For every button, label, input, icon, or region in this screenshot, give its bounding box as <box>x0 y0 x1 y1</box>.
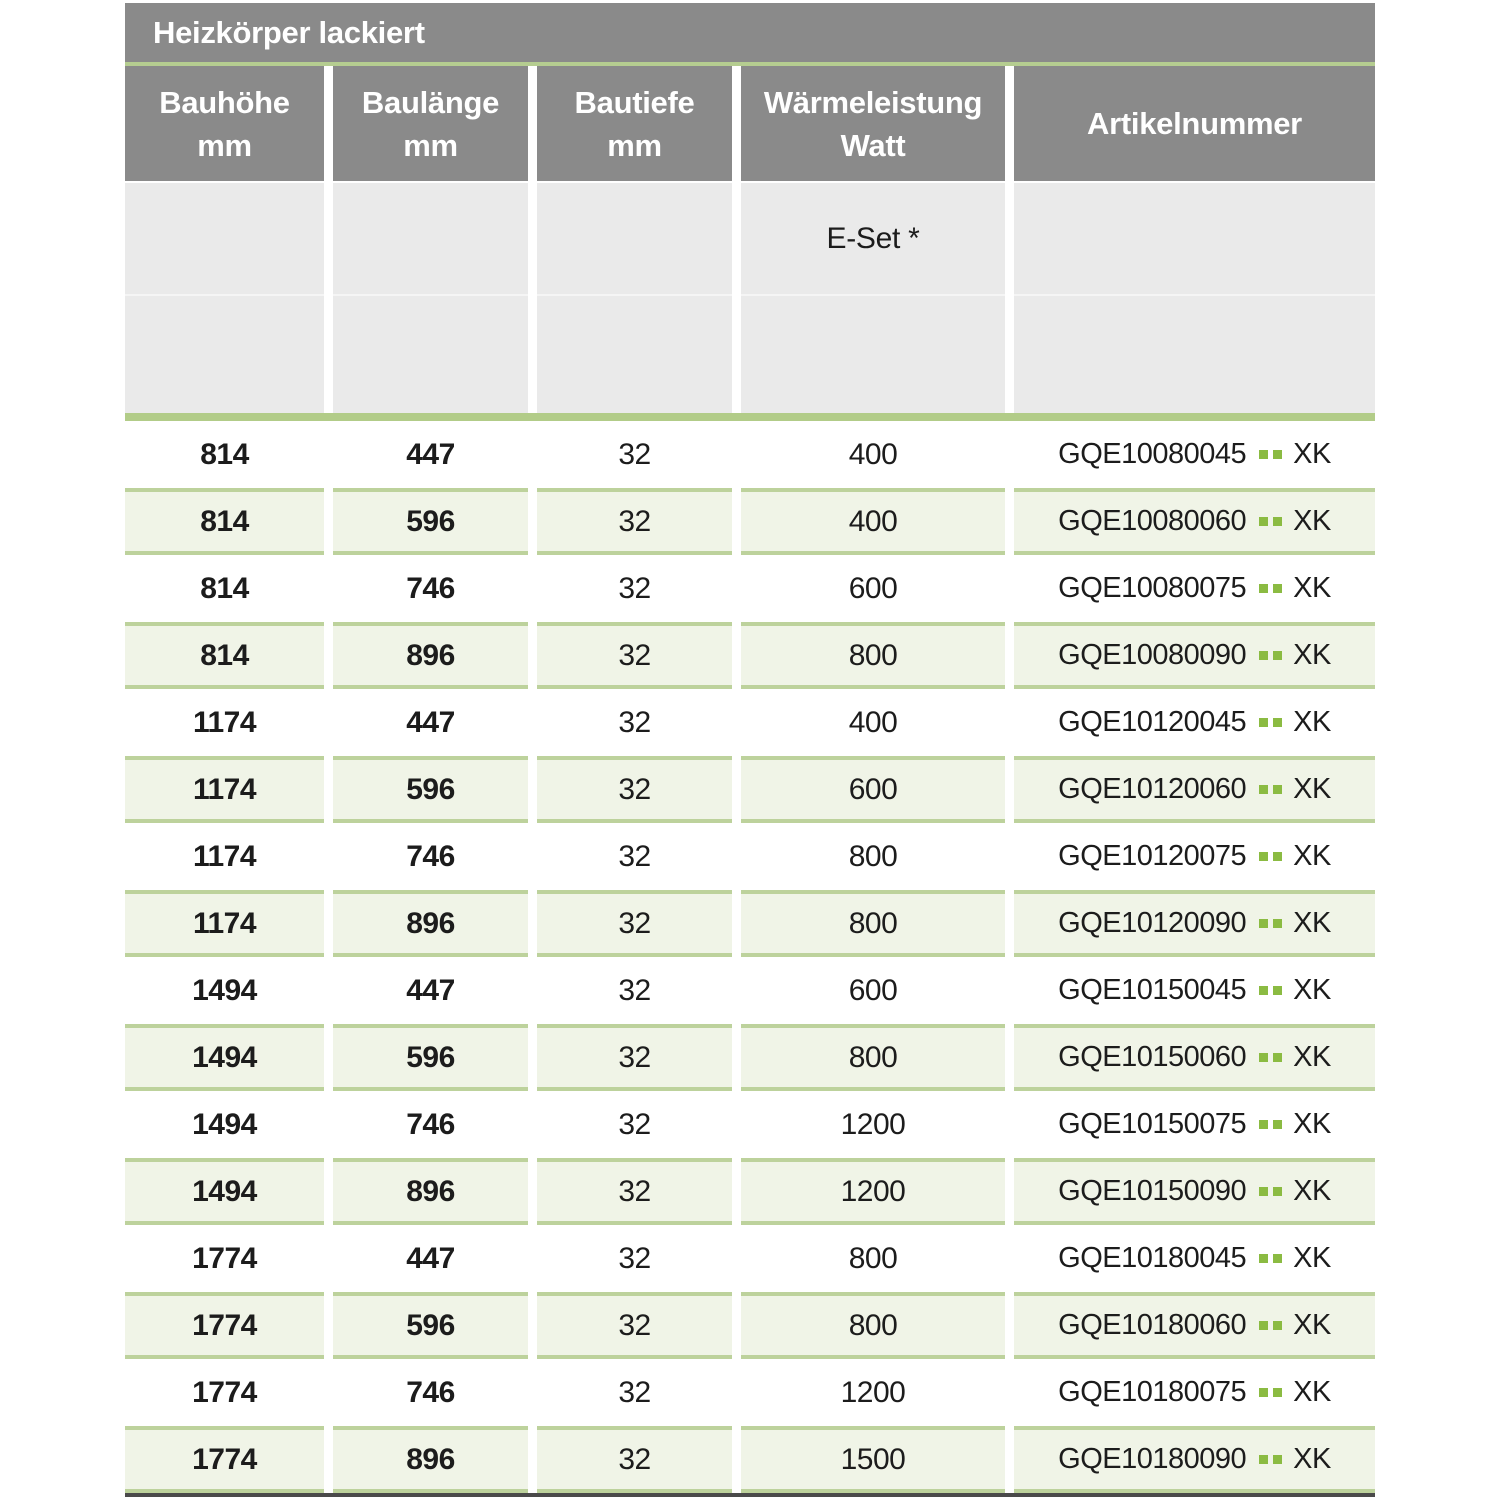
column-header-bautiefe <box>537 66 732 181</box>
artikel-code: GQE10080075 <box>1058 572 1247 604</box>
artikel-code: GQE10180090 <box>1058 1443 1247 1475</box>
cell-watt: 600 <box>741 555 1005 622</box>
eset-label: E-Set * <box>826 221 920 255</box>
cell-watt: 400 <box>741 689 1005 756</box>
cell-baulaenge: 447 <box>333 689 528 756</box>
green-dot <box>1259 1053 1268 1062</box>
cell-baulaenge: 746 <box>333 1359 528 1426</box>
green-dot <box>1273 986 1282 995</box>
column-header-unit: mm <box>607 127 662 163</box>
cell-bautiefe: 32 <box>537 1024 732 1091</box>
green-dot <box>1273 517 1282 526</box>
cell-bauhoehe: 1174 <box>125 823 324 890</box>
subheader-cell-eset <box>741 183 1005 296</box>
subheader-row-eset <box>125 183 1375 296</box>
artikel-code: GQE10080060 <box>1058 505 1247 537</box>
cell-baulaenge: 896 <box>333 890 528 957</box>
table-row <box>125 1359 1375 1426</box>
subheader-cell <box>1014 183 1375 296</box>
column-header-artikelnummer <box>1014 66 1375 181</box>
artikel-code: GQE10080090 <box>1058 639 1247 671</box>
table-row <box>125 1426 1375 1493</box>
artikel-suffix: XK <box>1293 1108 1331 1140</box>
table-row <box>125 421 1375 488</box>
artikel-code: GQE10150060 <box>1058 1041 1247 1073</box>
cell-artikelnummer <box>1014 488 1375 555</box>
cell-artikelnummer <box>1014 1091 1375 1158</box>
green-dot <box>1259 517 1268 526</box>
green-dot <box>1259 1388 1268 1397</box>
cell-watt: 1200 <box>741 1359 1005 1426</box>
green-dot <box>1259 450 1268 459</box>
artikel-suffix: XK <box>1293 1376 1331 1408</box>
cell-artikelnummer <box>1014 756 1375 823</box>
column-header-label: Artikelnummer <box>1087 106 1302 141</box>
artikel-suffix: XK <box>1293 840 1331 872</box>
column-header-label: Wärmeleistung <box>763 84 983 120</box>
cell-baulaenge: 447 <box>333 957 528 1024</box>
column-header-label: Bauhöhe <box>159 84 290 120</box>
column-header-unit: Watt <box>840 127 906 163</box>
cell-artikelnummer <box>1014 622 1375 689</box>
table-bottom-line <box>125 1493 1375 1497</box>
column-header-bauhoehe <box>125 66 324 181</box>
cell-bautiefe: 32 <box>537 1359 732 1426</box>
cell-bautiefe: 32 <box>537 689 732 756</box>
green-dot <box>1259 718 1268 727</box>
artikel-code: GQE10180075 <box>1058 1376 1247 1408</box>
table-row <box>125 622 1375 689</box>
cell-artikelnummer <box>1014 1359 1375 1426</box>
artikel-suffix: XK <box>1293 706 1331 738</box>
artikel-suffix: XK <box>1293 1041 1331 1073</box>
artikel-suffix: XK <box>1293 438 1331 470</box>
cell-artikelnummer <box>1014 890 1375 957</box>
artikel-suffix: XK <box>1293 1175 1331 1207</box>
table-row <box>125 890 1375 957</box>
cell-bauhoehe: 1174 <box>125 689 324 756</box>
cell-bautiefe: 32 <box>537 1091 732 1158</box>
cell-bautiefe: 32 <box>537 957 732 1024</box>
cell-bautiefe: 32 <box>537 555 732 622</box>
cell-bauhoehe: 1494 <box>125 957 324 1024</box>
subheader-cell <box>333 296 528 413</box>
table-row <box>125 957 1375 1024</box>
table-row <box>125 1158 1375 1225</box>
table-row <box>125 488 1375 555</box>
cell-baulaenge: 447 <box>333 421 528 488</box>
green-dot <box>1259 986 1268 995</box>
cell-bauhoehe: 1774 <box>125 1225 324 1292</box>
cell-bauhoehe: 814 <box>125 555 324 622</box>
cell-bauhoehe: 1774 <box>125 1359 324 1426</box>
artikel-suffix: XK <box>1293 1443 1331 1475</box>
green-dot <box>1273 1053 1282 1062</box>
artikel-code: GQE10150045 <box>1058 974 1247 1006</box>
subheader-row-empty <box>125 296 1375 413</box>
column-header-unit: mm <box>197 127 252 163</box>
cell-bautiefe: 32 <box>537 488 732 555</box>
subheader-data-separator-line <box>125 413 1375 421</box>
column-header-baulaenge <box>333 66 528 181</box>
green-dot <box>1259 852 1268 861</box>
cell-artikelnummer <box>1014 1024 1375 1091</box>
artikel-code: GQE10120045 <box>1058 706 1247 738</box>
cell-baulaenge: 896 <box>333 1426 528 1493</box>
artikel-suffix: XK <box>1293 907 1331 939</box>
green-dot <box>1273 852 1282 861</box>
green-dot <box>1259 1455 1268 1464</box>
green-dot <box>1273 1321 1282 1330</box>
cell-watt: 800 <box>741 1024 1005 1091</box>
green-dot <box>1273 718 1282 727</box>
green-dot <box>1259 584 1268 593</box>
green-dot <box>1259 785 1268 794</box>
green-dot <box>1273 450 1282 459</box>
cell-baulaenge: 447 <box>333 1225 528 1292</box>
green-dot <box>1273 1187 1282 1196</box>
artikel-suffix: XK <box>1293 773 1331 805</box>
cell-bautiefe: 32 <box>537 421 732 488</box>
cell-bauhoehe: 1174 <box>125 756 324 823</box>
cell-watt: 400 <box>741 488 1005 555</box>
cell-baulaenge: 596 <box>333 1024 528 1091</box>
green-dot <box>1273 919 1282 928</box>
artikel-code: GQE10120075 <box>1058 840 1247 872</box>
cell-bauhoehe: 1494 <box>125 1158 324 1225</box>
artikel-code: GQE10120060 <box>1058 773 1247 805</box>
cell-bautiefe: 32 <box>537 1225 732 1292</box>
green-dot <box>1273 1455 1282 1464</box>
subheader-cell <box>125 296 324 413</box>
cell-artikelnummer <box>1014 421 1375 488</box>
cell-baulaenge: 596 <box>333 756 528 823</box>
cell-watt: 1200 <box>741 1158 1005 1225</box>
artikel-code: GQE10080045 <box>1058 438 1247 470</box>
table-title-bar <box>125 3 1375 62</box>
green-dot <box>1273 1254 1282 1263</box>
cell-bautiefe: 32 <box>537 890 732 957</box>
table-row <box>125 1225 1375 1292</box>
cell-bautiefe: 32 <box>537 1158 732 1225</box>
table-row <box>125 1024 1375 1091</box>
cell-bautiefe: 32 <box>537 1426 732 1493</box>
cell-bauhoehe: 814 <box>125 622 324 689</box>
cell-artikelnummer <box>1014 1426 1375 1493</box>
subheader-cell <box>537 183 732 296</box>
green-dot <box>1273 785 1282 794</box>
table-row <box>125 689 1375 756</box>
cell-artikelnummer <box>1014 689 1375 756</box>
cell-baulaenge: 596 <box>333 1292 528 1359</box>
artikel-code: GQE10180060 <box>1058 1309 1247 1341</box>
spec-table <box>125 3 1375 1497</box>
subheader-cell <box>333 183 528 296</box>
cell-watt: 800 <box>741 1292 1005 1359</box>
column-header-unit: mm <box>403 127 458 163</box>
artikel-suffix: XK <box>1293 1309 1331 1341</box>
cell-watt: 800 <box>741 823 1005 890</box>
table-row <box>125 823 1375 890</box>
cell-baulaenge: 746 <box>333 823 528 890</box>
cell-bautiefe: 32 <box>537 622 732 689</box>
cell-bauhoehe: 1174 <box>125 890 324 957</box>
cell-artikelnummer <box>1014 823 1375 890</box>
cell-bauhoehe: 814 <box>125 421 324 488</box>
artikel-code: GQE10120090 <box>1058 907 1247 939</box>
cell-bauhoehe: 1774 <box>125 1292 324 1359</box>
green-dot <box>1259 1321 1268 1330</box>
column-header-label: Bautiefe <box>574 84 695 120</box>
column-header-label: Baulänge <box>361 84 500 120</box>
table-row <box>125 555 1375 622</box>
green-dot <box>1259 1120 1268 1129</box>
green-dot <box>1259 651 1268 660</box>
cell-artikelnummer <box>1014 1292 1375 1359</box>
green-dot <box>1273 651 1282 660</box>
green-dot <box>1259 919 1268 928</box>
artikel-suffix: XK <box>1293 974 1331 1006</box>
green-dot <box>1273 584 1282 593</box>
cell-watt: 400 <box>741 421 1005 488</box>
cell-watt: 800 <box>741 622 1005 689</box>
table-body <box>125 421 1375 1493</box>
cell-baulaenge: 896 <box>333 1158 528 1225</box>
cell-artikelnummer <box>1014 1158 1375 1225</box>
artikel-code: GQE10150090 <box>1058 1175 1247 1207</box>
cell-bautiefe: 32 <box>537 756 732 823</box>
cell-baulaenge: 746 <box>333 555 528 622</box>
artikel-code: GQE10150075 <box>1058 1108 1247 1140</box>
column-header-row <box>125 66 1375 181</box>
table-title: Heizkörper lackiert <box>153 14 425 50</box>
cell-baulaenge: 896 <box>333 622 528 689</box>
green-dot <box>1259 1187 1268 1196</box>
subheader-cell <box>537 296 732 413</box>
cell-artikelnummer <box>1014 555 1375 622</box>
table-row <box>125 1292 1375 1359</box>
cell-bauhoehe: 1774 <box>125 1426 324 1493</box>
cell-artikelnummer <box>1014 1225 1375 1292</box>
cell-bautiefe: 32 <box>537 823 732 890</box>
cell-watt: 1200 <box>741 1091 1005 1158</box>
cell-baulaenge: 596 <box>333 488 528 555</box>
table-row <box>125 756 1375 823</box>
subheader-cell <box>1014 296 1375 413</box>
subheader-cell <box>125 183 324 296</box>
cell-artikelnummer <box>1014 957 1375 1024</box>
cell-bauhoehe: 814 <box>125 488 324 555</box>
cell-watt: 600 <box>741 756 1005 823</box>
artikel-suffix: XK <box>1293 572 1331 604</box>
cell-baulaenge: 746 <box>333 1091 528 1158</box>
table-row <box>125 1091 1375 1158</box>
green-dot <box>1273 1120 1282 1129</box>
cell-bauhoehe: 1494 <box>125 1091 324 1158</box>
subheader-cell <box>741 296 1005 413</box>
artikel-code: GQE10180045 <box>1058 1242 1247 1274</box>
cell-bauhoehe: 1494 <box>125 1024 324 1091</box>
cell-watt: 800 <box>741 890 1005 957</box>
green-dot <box>1259 1254 1268 1263</box>
column-header-waermeleistung <box>741 66 1005 181</box>
cell-watt: 600 <box>741 957 1005 1024</box>
cell-watt: 1500 <box>741 1426 1005 1493</box>
artikel-suffix: XK <box>1293 639 1331 671</box>
cell-bautiefe: 32 <box>537 1292 732 1359</box>
green-dot <box>1273 1388 1282 1397</box>
cell-watt: 800 <box>741 1225 1005 1292</box>
artikel-suffix: XK <box>1293 505 1331 537</box>
artikel-suffix: XK <box>1293 1242 1331 1274</box>
